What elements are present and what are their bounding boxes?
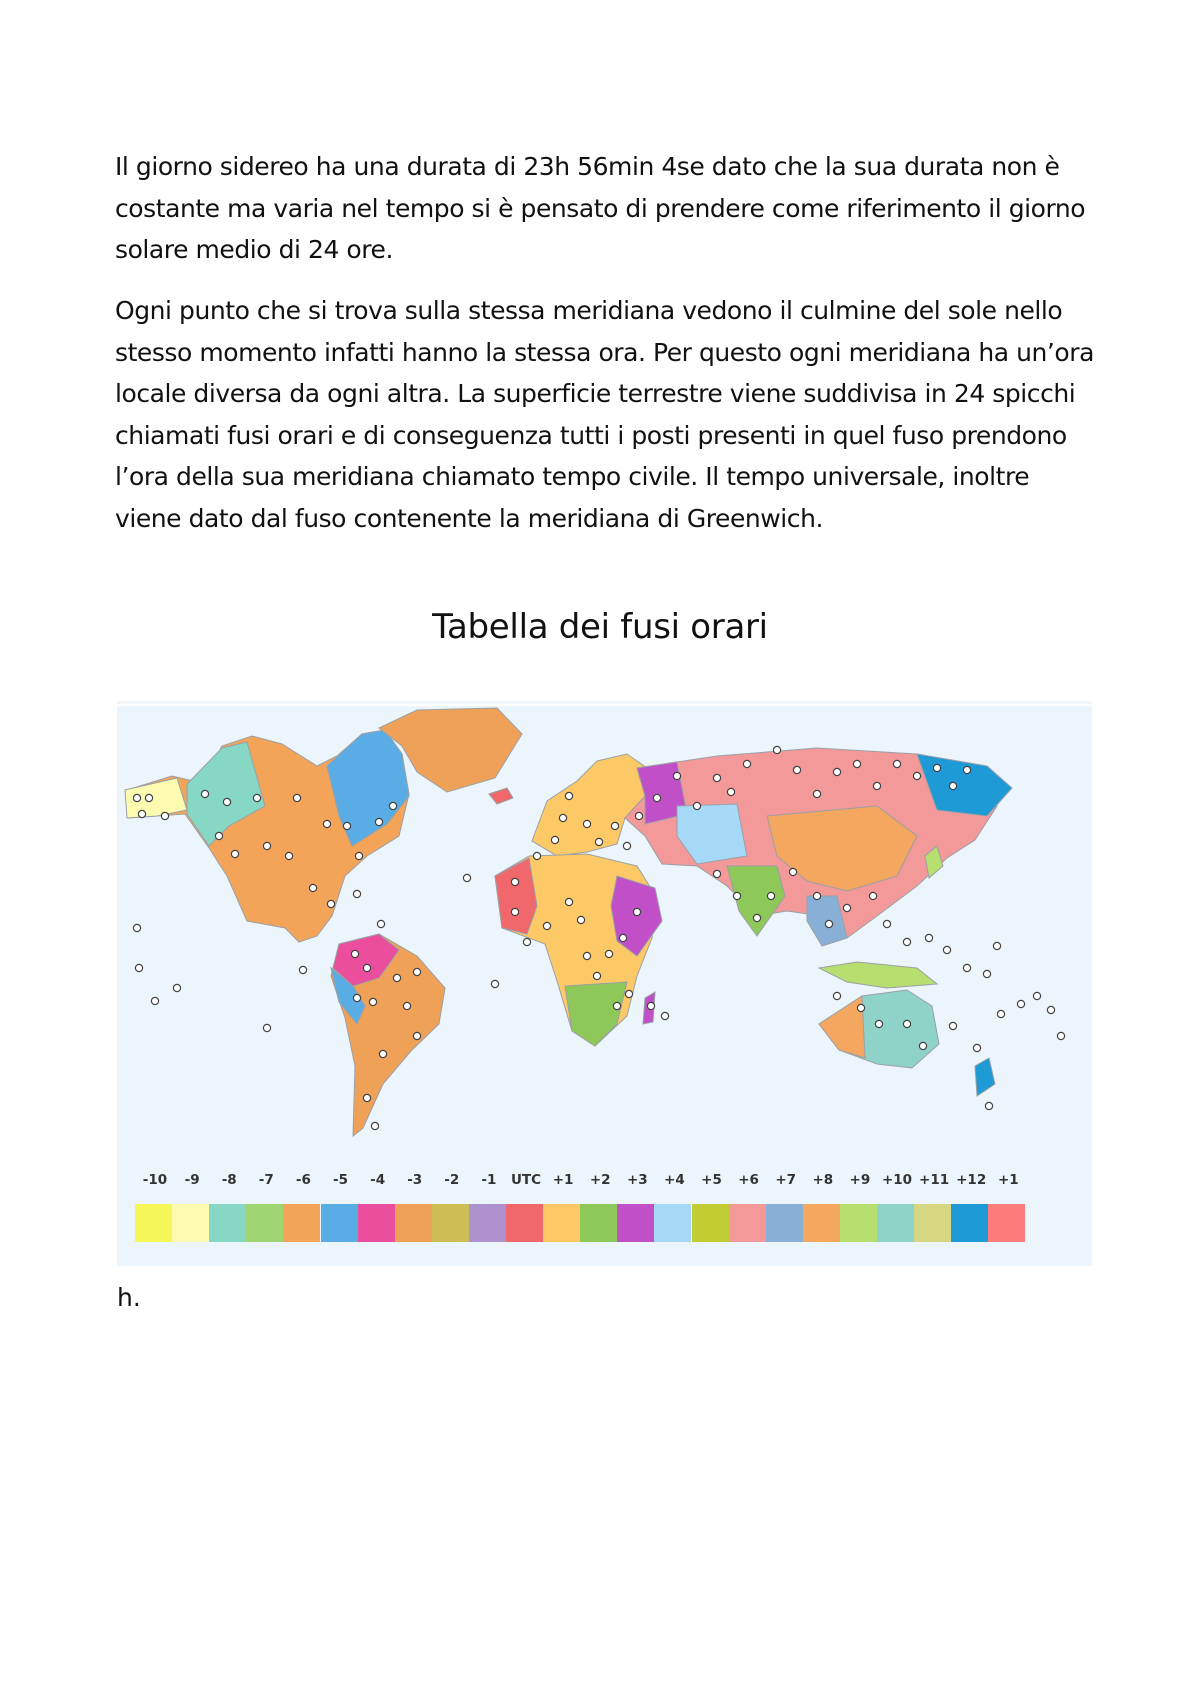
city-marker	[949, 1022, 956, 1029]
city-marker	[661, 1012, 668, 1019]
city-marker	[371, 1122, 378, 1129]
city-marker	[379, 1050, 386, 1057]
city-marker	[353, 890, 360, 897]
city-marker	[138, 810, 145, 817]
city-marker	[693, 802, 700, 809]
city-marker	[309, 884, 316, 891]
city-marker	[389, 802, 396, 809]
legend-label: +3	[626, 1172, 648, 1188]
legend-label: -5	[333, 1172, 348, 1188]
city-marker	[327, 900, 334, 907]
city-marker	[963, 766, 970, 773]
city-marker	[869, 892, 876, 899]
legend-label: +1	[552, 1172, 574, 1188]
city-marker	[201, 790, 208, 797]
city-marker	[903, 938, 910, 945]
city-marker	[253, 794, 260, 801]
city-marker	[223, 798, 230, 805]
city-marker	[145, 794, 152, 801]
city-marker	[583, 820, 590, 827]
legend-swatch	[469, 1204, 506, 1242]
city-marker	[825, 920, 832, 927]
city-marker	[813, 790, 820, 797]
city-marker	[559, 814, 566, 821]
city-marker	[767, 892, 774, 899]
time-zone-legend	[135, 1170, 1100, 1242]
legend-swatch	[988, 1204, 1025, 1242]
new-zealand-shape	[975, 1058, 995, 1096]
city-marker	[625, 990, 632, 997]
city-marker	[985, 1102, 992, 1109]
city-marker	[647, 1002, 654, 1009]
city-marker	[353, 994, 360, 1001]
city-marker	[993, 942, 1000, 949]
city-marker	[343, 822, 350, 829]
legend-swatch	[692, 1204, 729, 1242]
legend-label: UTC	[510, 1172, 542, 1188]
city-marker	[533, 852, 540, 859]
legend-swatch	[209, 1204, 246, 1242]
city-marker	[623, 842, 630, 849]
city-marker	[833, 768, 840, 775]
city-marker	[743, 760, 750, 767]
city-marker	[351, 950, 358, 957]
legend-swatch	[617, 1204, 654, 1242]
city-marker	[363, 964, 370, 971]
city-marker	[375, 818, 382, 825]
city-marker	[285, 852, 292, 859]
city-marker	[161, 812, 168, 819]
continents	[125, 708, 1012, 1136]
city-marker	[463, 874, 470, 881]
city-marker	[511, 908, 518, 915]
city-marker	[323, 820, 330, 827]
city-marker	[833, 992, 840, 999]
city-marker	[583, 952, 590, 959]
city-marker	[611, 822, 618, 829]
legend-swatch	[432, 1204, 469, 1242]
legend-swatch	[951, 1204, 988, 1242]
city-marker	[653, 794, 660, 801]
city-marker	[925, 934, 932, 941]
legend-swatch	[172, 1204, 209, 1242]
india-shape	[727, 866, 785, 936]
city-marker	[727, 788, 734, 795]
iceland-shape	[489, 788, 513, 804]
city-marker	[983, 970, 990, 977]
city-marker	[491, 980, 498, 987]
legend-swatch	[803, 1204, 840, 1242]
legend-swatch	[914, 1204, 951, 1242]
city-marker	[853, 760, 860, 767]
legend-label: +6	[738, 1172, 759, 1188]
city-marker	[565, 792, 572, 799]
legend-swatch	[506, 1204, 543, 1242]
city-marker	[565, 898, 572, 905]
city-marker	[263, 1024, 270, 1031]
city-marker	[173, 984, 180, 991]
city-marker	[551, 836, 558, 843]
city-marker	[883, 920, 890, 927]
city-marker	[231, 850, 238, 857]
city-marker	[619, 934, 626, 941]
indonesia-shape	[819, 962, 937, 988]
world-map-image	[117, 706, 1092, 1156]
legend-label: -7	[258, 1172, 274, 1188]
legend-label: -3	[407, 1172, 423, 1188]
legend-swatch	[729, 1204, 766, 1242]
legend-swatch	[543, 1204, 580, 1242]
legend-label: +5	[701, 1172, 722, 1188]
city-marker	[919, 1042, 926, 1049]
legend-label: -8	[221, 1172, 237, 1188]
city-marker	[813, 892, 820, 899]
city-marker	[593, 972, 600, 979]
legend-swatch	[358, 1204, 395, 1242]
city-marker	[773, 746, 780, 753]
city-marker	[875, 1020, 882, 1027]
city-marker	[595, 838, 602, 845]
legend-swatch	[246, 1204, 283, 1242]
legend-label: -4	[370, 1172, 386, 1188]
city-marker	[413, 968, 420, 975]
city-marker	[713, 774, 720, 781]
legend-label: +4	[664, 1172, 685, 1188]
city-marker	[873, 782, 880, 789]
city-marker	[1047, 1006, 1054, 1013]
legend-label: -6	[295, 1172, 311, 1188]
city-marker	[635, 812, 642, 819]
city-marker	[355, 852, 362, 859]
city-marker	[543, 922, 550, 929]
legend-label: -9	[184, 1172, 200, 1188]
city-marker	[151, 997, 158, 1004]
legend-swatch	[283, 1204, 320, 1242]
city-marker	[973, 1044, 980, 1051]
city-marker	[789, 868, 796, 875]
legend-label: -1	[481, 1172, 497, 1188]
city-marker	[523, 938, 530, 945]
legend-label: +7	[775, 1172, 797, 1188]
city-marker	[733, 892, 740, 899]
legend-label: +8	[812, 1172, 834, 1188]
legend-swatch	[877, 1204, 914, 1242]
city-marker	[403, 1002, 410, 1009]
city-marker	[793, 766, 800, 773]
city-marker	[753, 914, 760, 921]
city-marker	[997, 1010, 1004, 1017]
city-marker	[511, 878, 518, 885]
city-marker	[903, 1020, 910, 1027]
city-marker	[963, 964, 970, 971]
legend-swatch	[395, 1204, 432, 1242]
city-marker	[1017, 1000, 1024, 1007]
city-marker	[633, 908, 640, 915]
city-marker	[1057, 1032, 1064, 1039]
city-marker	[613, 1002, 620, 1009]
figure-title: Tabella dei fusi orari	[432, 607, 768, 647]
city-marker	[913, 772, 920, 779]
city-marker	[133, 794, 140, 801]
figure-top-rule	[117, 701, 1092, 704]
legend-label: +2	[589, 1172, 611, 1188]
trailing-text: h.	[117, 1283, 141, 1312]
legend-swatch	[840, 1204, 877, 1242]
legend-swatch	[321, 1204, 358, 1242]
city-marker	[577, 916, 584, 923]
legend-label: +1	[997, 1172, 1019, 1188]
legend-label: -10	[142, 1172, 168, 1188]
city-marker	[363, 1094, 370, 1101]
city-marker	[413, 1032, 420, 1039]
city-marker	[949, 782, 956, 789]
legend-swatch	[580, 1204, 617, 1242]
city-marker	[299, 966, 306, 973]
city-marker	[605, 950, 612, 957]
city-marker	[933, 764, 940, 771]
city-marker	[943, 946, 950, 953]
legend-label: +11	[919, 1172, 950, 1188]
city-marker	[263, 842, 270, 849]
city-marker	[1033, 992, 1040, 999]
southern-africa-shape	[565, 982, 627, 1046]
legend-label: -2	[444, 1172, 460, 1188]
city-marker	[893, 760, 900, 767]
legend-label: +12	[956, 1172, 987, 1188]
city-marker	[673, 772, 680, 779]
city-marker	[393, 974, 400, 981]
paragraph-sidereal-day: Il giorno sidereo ha una durata di 23h 56min 4se dato che la sua durata non è costante ma varia nel tempo si è pensato di prendere come riferimento il giorno solare medio di 24 ore.	[115, 152, 1086, 264]
city-marker	[293, 794, 300, 801]
europe-shape	[532, 754, 647, 856]
legend-label: +9	[849, 1172, 871, 1188]
legend-item	[988, 1170, 1028, 1242]
west-africa-shape	[495, 858, 537, 934]
paragraph-time-zones: Ogni punto che si trova sulla stessa meridiana vedono il culmine del sole nello stesso momento infatti hanno la stessa ora. Per questo ogni meridiana ha un’ora locale diversa da ogni altra. La superficie terrestre viene suddivisa in 24 spicchi chiamati fusi orari e di conseguenza tutti i posti presenti in quel fuso prendono l’ora della sua meridiana chiamato tempo civile. Il tempo universale, inoltre viene dato dal fuso contenente la meridiana di Greenwich.	[115, 296, 1094, 533]
city-marker	[857, 1004, 864, 1011]
legend-swatch	[135, 1204, 172, 1242]
city-marker	[377, 920, 384, 927]
city-marker	[133, 924, 140, 931]
city-marker	[215, 832, 222, 839]
city-marker	[135, 964, 142, 971]
legend-swatch	[654, 1204, 691, 1242]
city-marker	[713, 870, 720, 877]
legend-label: +10	[881, 1172, 913, 1188]
city-marker	[369, 998, 376, 1005]
legend-swatch	[766, 1204, 803, 1242]
city-marker	[843, 904, 850, 911]
